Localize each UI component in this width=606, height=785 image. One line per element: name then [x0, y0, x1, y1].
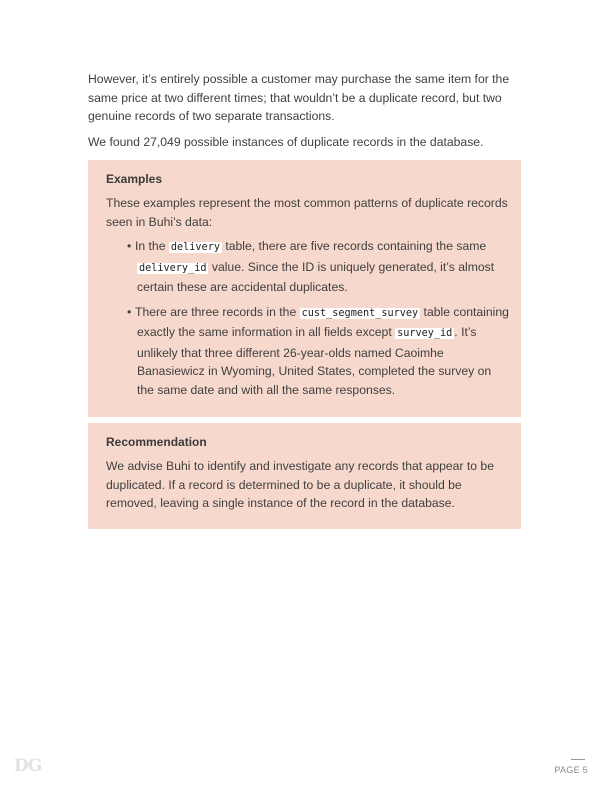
list-item	[127, 303, 509, 400]
recommendation-callout	[88, 423, 521, 529]
examples-callout	[88, 160, 521, 417]
code-token: cust_segment_survey	[301, 307, 419, 319]
bullet-text: table, there are five records containing the same	[221, 239, 487, 253]
recommendation-text: We advise Buhi to identify and investigate any records that appear to be duplicated. If a record is determined to be a duplicate, it should be removed, leaving a single instance of the record in the database.	[106, 459, 494, 510]
findings-paragraph: We found 27,049 possible instances of duplicate records in the database.	[88, 134, 484, 149]
list-item	[127, 237, 509, 297]
bullet-marker: •	[127, 304, 132, 319]
bullet-text: table containing exactly the same information in all fields except	[137, 304, 509, 339]
examples-list	[106, 237, 509, 399]
recommendation-title: Recommendation	[106, 435, 207, 449]
brand-logo: DG	[14, 756, 42, 776]
footer-divider	[571, 759, 585, 760]
bullet-text: . It’s unlikely that three different 26-year-olds named Caoimhe Banasiewicz in Wyoming, United States, completed the survey on the same date and with all the same responses.	[137, 325, 492, 397]
code-token: survey_id	[397, 328, 453, 339]
bullet-text: value. Since the ID is uniquely generated, it’s almost certain these are accidental duplicates.	[137, 259, 495, 294]
code-token: delivery_id	[139, 262, 207, 274]
body-paragraph: However, it’s entirely possible a customer may purchase the same item for the same price at two different times; that wouldn’t be a duplicate record, but two genuine records of two separate transactions.	[88, 72, 510, 123]
examples-intro: These examples represent the most common patterns of duplicate records seen in Buhi’s data:	[106, 196, 508, 229]
page-number: PAGE 5	[554, 765, 588, 775]
bullet-text: There are three records in the	[135, 304, 300, 319]
bullet-text: In the	[135, 239, 169, 253]
examples-title: Examples	[106, 172, 163, 186]
page-content	[88, 70, 521, 529]
bullet-marker: •	[127, 239, 132, 253]
code-token: delivery	[170, 242, 220, 253]
